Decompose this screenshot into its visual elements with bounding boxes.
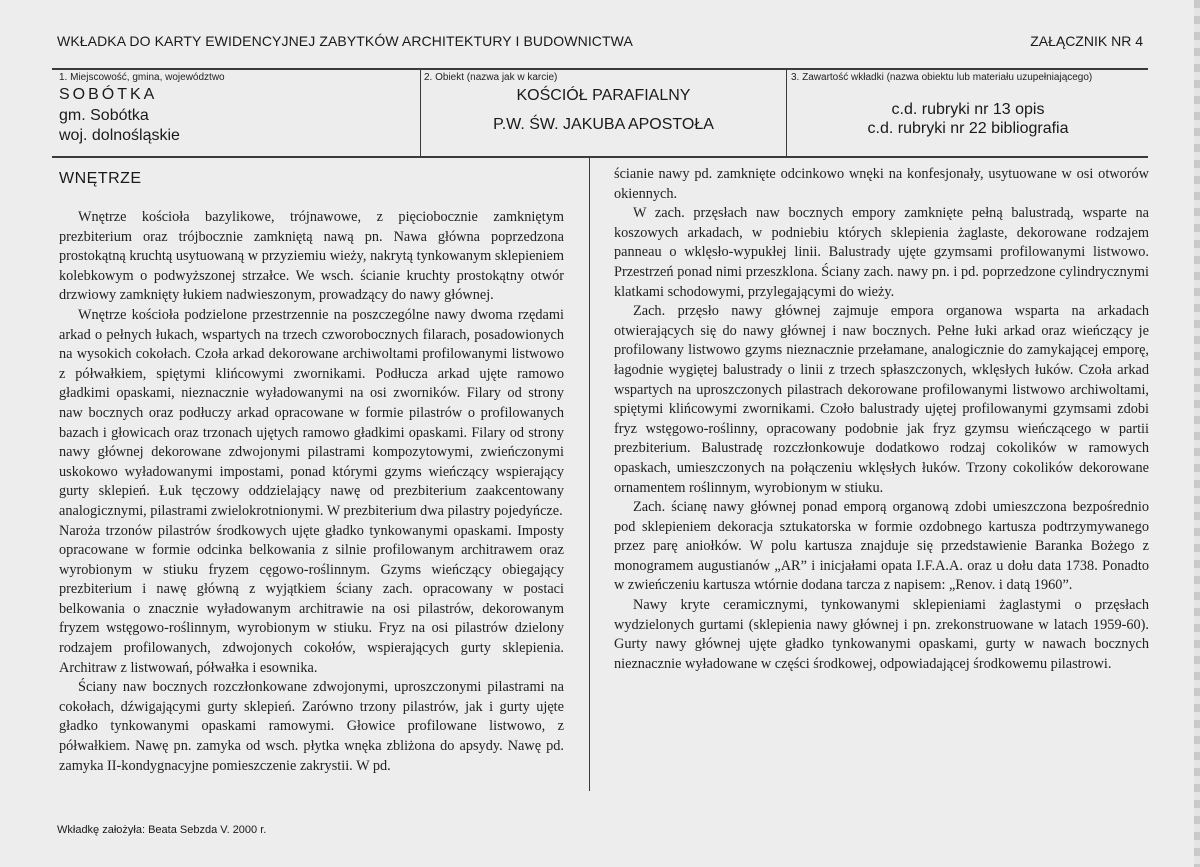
paragraph: Nawy kryte ceramicznymi, tynkowanymi sklepieniami żaglastymi o przęsłach wydzielonych gurtami (sklepienia nawy głównej i pn. zrekonstruowane w latach 1959-60). Gurty nawy głównej ujęte gładko tynkowanymi opaskami, gurty w nawach bocznych nieznacznie wyładowane w części środkowej, odpowiadającej środkowemu pilastrowi. bbox=[614, 597, 1149, 672]
paragraph: W zach. przęsłach naw bocznych empory zamknięte pełną balustradą, wsparte na koszowych arkadach, w podniebiu których sklepienia żaglaste, dekorowane rodzajem panneau o wklęsło-wypukłej linii. Balustrady ujęte gzymsami profilowanymi listwowo. Przestrzeń ponad nimi przeszklona. Ściany zach. nawy pn. i pd. poprzedzone cylindrycznymi klatkami schodowymi, przylegającymi do wieży. bbox=[614, 205, 1149, 300]
paragraph: ścianie nawy pd. zamknięte odcinkowo wnęki na konfesjonały, usytuowane w osi otworów okiennych. bbox=[614, 166, 1149, 202]
paragraph: Naroża trzonów pilastrów środkowych ujęte gładko tynkowanymi opaskami. Imposty opracowane w formie odcinka belkowania z silnie profilowanym architrawem oraz wyrobionym w stiuku fryzem cęgowo-roślinnym. Gzyms wieńczący obiegający prezbiterium i nawę główną z wyjątkiem ściany zach. opracowany w postaci belkowania o znacznie wyładowanym architrawie na osi pilastrów, dekorowanym fryzem wstęgowo-roślinnym, wyrobionym w stiuku. Fryz na osi pilastrów dzielony rodzajem profilowanych, zdwojonych cokołów, wspierających gurty sklepienia. Architraw z listwowań, półwałka i esownika. bbox=[59, 522, 564, 676]
annex-number: ZAŁĄCZNIK NR 4 bbox=[1030, 33, 1143, 49]
section-title: WNĘTRZE bbox=[59, 170, 142, 187]
box1-label: 1. Miejscowość, gmina, województwo bbox=[59, 72, 225, 83]
box-divider-1 bbox=[420, 69, 421, 157]
paragraph: Wnętrze kościoła bazylikowe, trójnawowe, z pięciobocznie zamkniętym prezbiterium oraz trójbocznie zamkniętą nawą pn. Nawa główna poprzedzona prostokątną kruchtą usytuowaną w przyziemiu wieży, nakrytą tynkowanym sklepieniem kolebkowym o podwyższonej strzałce. We wsch. ścianie kruchty prostokątny otwór drzwiowy zamknięty łukiem nadwieszonym, prowadzący do nawy głównej. bbox=[59, 209, 564, 304]
content-line-2: c.d. rubryki nr 22 bibliografia bbox=[867, 120, 1069, 137]
author-note: Wkładkę założyła: Beata Sebzda V. 2000 r. bbox=[57, 824, 267, 836]
paragraph: Zach. ścianę nawy głównej ponad emporą organową zdobi umieszczona bezpośrednio pod sklepieniem dekoracja sztukatorska w formie ozdobnego kartusza podtrzymywanego przez parę aniołków. W polu kartusza znajduje się przedstawienie Baranka Bożego z monogramem augustianów „AR” i inicjałami opata I.F.A.A. oraz u dołu data 1738. Ponadto w zwieńczeniu kartusza wtórnie dodana tarcza z napisem: „Renov. i datą 1960”. bbox=[614, 499, 1149, 594]
box2-label: 2. Obiekt (nazwa jak w karcie) bbox=[424, 72, 558, 83]
commune: gm. Sobótka bbox=[59, 107, 149, 124]
paragraph: Wnętrze kościoła podzielone przestrzennie na poszczególne nawy dwoma rzędami arkad o pełnych łukach, wspartych na trzech czworobocznych filarach, posadowionych na wysokich cokołach. Czoła arkad dekorowane archiwoltami profilowanymi listwowo z półwałkiem, spiętymi klińcowymi zwornikami. Podłucza arkad ujęte ramowo gładkimi opaskami, nieznacznie wyładowanymi na osi zworników. Filary od strony naw bocznych oraz podłuczy arkad opracowane w formie pilastrów o profilowanych bazach i głowicach oraz trzonach ujętych ramowo gładkimi opaskami. Filary od strony nawy głównej dekorowane zdwojonymi pilastrami kompozytowymi, zwieńczonymi uskokowo wyładowanymi impostami, ponad którymi gzyms wieńczący wspierający gurty sklepień. Łuk tęczowy oddzielający nawę od prezbiterium zaakcentowany analogicznymi, pilastrami zwielokrotnionymi. W prezbiterium dwa pilastry pojedyńcze. bbox=[59, 306, 564, 519]
document-title: WKŁADKA DO KARTY EWIDENCYJNEJ ZABYTKÓW ARCHITEKTURY I BUDOWNICTWA bbox=[57, 33, 633, 49]
voivodeship: woj. dolnośląskie bbox=[59, 127, 180, 144]
top-divider bbox=[52, 68, 1148, 70]
paragraph: Zach. przęsło nawy głównej zajmuje empora organowa wsparta na arkadach otwierających się do nawy głównej i naw bocznych. Pełne łuki arkad oraz wieńczący je profilowany listwowo gzyms nieznacznie przełamane, analogicznie do zamykającej emporę, łagodnie wygiętej balustrady o linii z trzech spłaszczonych, wklęsłych łuków. Czoła arkad wspartych na uproszczonych pilastrach dekorowane profilowanymi listwowo archiwoltami, spiętymi klińcowymi zwornikami. Czoło balustrady ujętej profilowanymi gzymsami zdobi fryz wstęgowo-roślinny, opracowany podobnie jak fryz gzymsu wieńczącego w partii prezbiterium. Balustradę rozczłonkowuje dodatkowo rodzaj cokolików w ramowych opaskach, umieszczonych na połączeniu wklęsłych łuków. Trzony cokolików dekorowane ornamentem roślinnym, wyrobionym w stiuku. bbox=[614, 303, 1149, 496]
box3-label: 3. Zawartość wkładki (nazwa obiektu lub materiału uzupełniającego) bbox=[791, 72, 1093, 83]
column-divider bbox=[589, 157, 590, 791]
place-name: SOBÓTKA bbox=[59, 86, 158, 103]
paragraph: Ściany naw bocznych rozczłonkowane zdwojonymi, uproszczonymi pilastrami na cokołach, dźwigającymi gurty sklepień. Zarówno trzony pilastrów, jak i gurty ujęte gładko tynkowanymi opaskami ramowymi. Głowice profilowane listwowo, z półwałkiem. Nawę pn. zamyka od wsch. płytka wnęka zbliżona do apsydy. Nawę pd. zamyka II-kondygnacyjne pomieszczenie zakrystii. W pd. bbox=[59, 679, 564, 774]
middle-divider bbox=[52, 156, 1148, 158]
right-column bbox=[614, 165, 1149, 674]
box-divider-2 bbox=[786, 69, 787, 157]
object-name: KOŚCIÓŁ PARAFIALNY bbox=[516, 87, 691, 104]
left-column bbox=[59, 208, 564, 776]
content-line-1: c.d. rubryki nr 13 opis bbox=[891, 101, 1045, 118]
scan-edge bbox=[1194, 0, 1200, 867]
object-dedication: P.W. ŚW. JAKUBA APOSTOŁA bbox=[493, 116, 714, 133]
